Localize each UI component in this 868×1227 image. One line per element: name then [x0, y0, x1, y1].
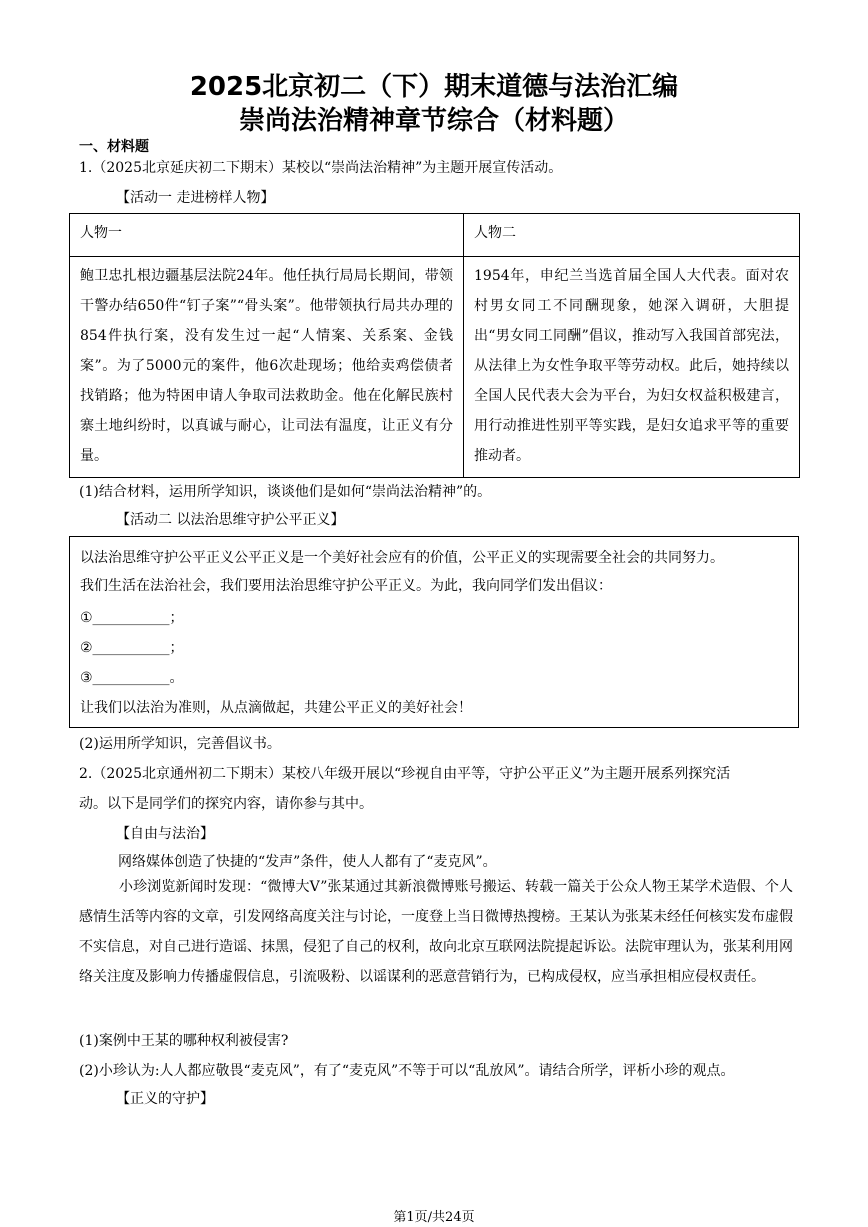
question-2-stem-line-2: 动。以下是同学们的探究内容，请你参与其中。 — [79, 796, 373, 812]
freedom-rule-of-law-label: 【自由与法治】 — [116, 826, 214, 842]
question-2-sub-2: (2)小珍认为:人人都应敬畏“麦克风”，有了“麦克风”不等于可以“乱放风”。请结合所学，评析小珍的观点。 — [79, 1063, 735, 1079]
activity-1-label: 【活动一 走进榜样人物】 — [116, 190, 275, 206]
case-paragraph-2: 小珍浏览新闻时发现：“微博大V”张某通过其新浪微博账号搬运、转载一篇关于公众人物王某学术造假、个人感情生活等内容的文章，引发网络高度关注与讨论，一度登上当日微博热搜榜。王某认为张某未经任何核实发布虚假不实信息，对自己进行造谣、抹黑，侵犯了自己的权利，故向北京互联网法院提起诉讼。法院审理认为，张某利用网络关注度及影响力传播虚假信息，引流吸粉、以谣谋利的恶意营销行为，已构成侵权，应当承担相应侵权责任。 — [79, 879, 793, 985]
proposal-line-1: 以法治思维守护公平正义公平正义是一个美好社会应有的价值，公平正义的实现需要全社会的共同努力。 — [80, 550, 724, 566]
activity-2-label: 【活动二 以法治思维守护公平正义】 — [116, 512, 345, 528]
document-title: 2025北京初二（下）期末道德与法治汇编 — [189, 72, 679, 102]
proposal-blank-1: ①___________； — [80, 610, 184, 626]
question-2-sub-1: (1)案例中王某的哪种权利被侵害? — [79, 1033, 289, 1049]
question-1-sub-1: (1)结合材料，运用所学知识，谈谈他们是如何“崇尚法治精神”的。 — [79, 484, 492, 500]
question-1-stem: 1.（2025北京延庆初二下期末）某校以“崇尚法治精神”为主题开展宣传活动。 — [79, 160, 563, 176]
table-cell-person-2: 1954年，申纪兰当选首届全国人大代表。面对农村男女同工不同酬现象，她深入调研，大胆提出“男女同工同酬”倡议，推动写入我国首部宪法，从法律上为女性争取平等劳动权。此后，她持续以全国人民代表大会为平台，为妇女权益积极建言，用行动推进性别平等实践，是妇女追求平等的重要推动者。 — [464, 257, 800, 478]
role-model-table — [69, 213, 800, 478]
proposal-closing: 让我们以法治为准则，从点滴做起，共建公平正义的美好社会！ — [80, 700, 472, 716]
question-1-sub-2: (2)运用所学知识，完善倡议书。 — [79, 736, 281, 752]
table-header-person-2: 人物二 — [464, 214, 800, 257]
question-2-stem-line-1: 2.（2025北京通州初二下期末）某校八年级开展以“珍视自由平等，守护公平正义”为主题开展系列探究活 — [79, 766, 731, 782]
proposal-line-2: 我们生活在法治社会，我们要用法治思维守护公平正义。为此，我向同学们发出倡议： — [80, 578, 612, 594]
document-subtitle: 崇尚法治精神章节综合（材料题） — [238, 106, 629, 136]
section-heading: 一、材料题 — [79, 139, 149, 155]
table-header-person-1: 人物一 — [70, 214, 464, 257]
proposal-blank-3: ③___________。 — [80, 670, 184, 686]
proposal-box — [69, 536, 799, 728]
table-cell-person-1: 鲍卫忠扎根边疆基层法院24年。他任执行局局长期间，带领干警办结650件“钉子案”“骨头案”。他带领执行局共办理的854件执行案，没有发生过一起“人情案、关系案、金钱案”。为了5000元的案件，他6次赴现场；他给卖鸡偿债者找销路；他为特困申请人争取司法救助金。他在化解民族村寨土地纠纷时，以真诚与耐心，让司法有温度，让正义有分量。 — [70, 257, 464, 478]
page-footer: 第1页/共24页 — [393, 1210, 475, 1225]
justice-guard-label: 【正义的守护】 — [116, 1091, 214, 1107]
proposal-blank-2: ②___________； — [80, 640, 184, 656]
case-paragraph-1: 网络媒体创造了快捷的“发声”条件，使人人都有了“麦克风”。 — [118, 854, 497, 870]
